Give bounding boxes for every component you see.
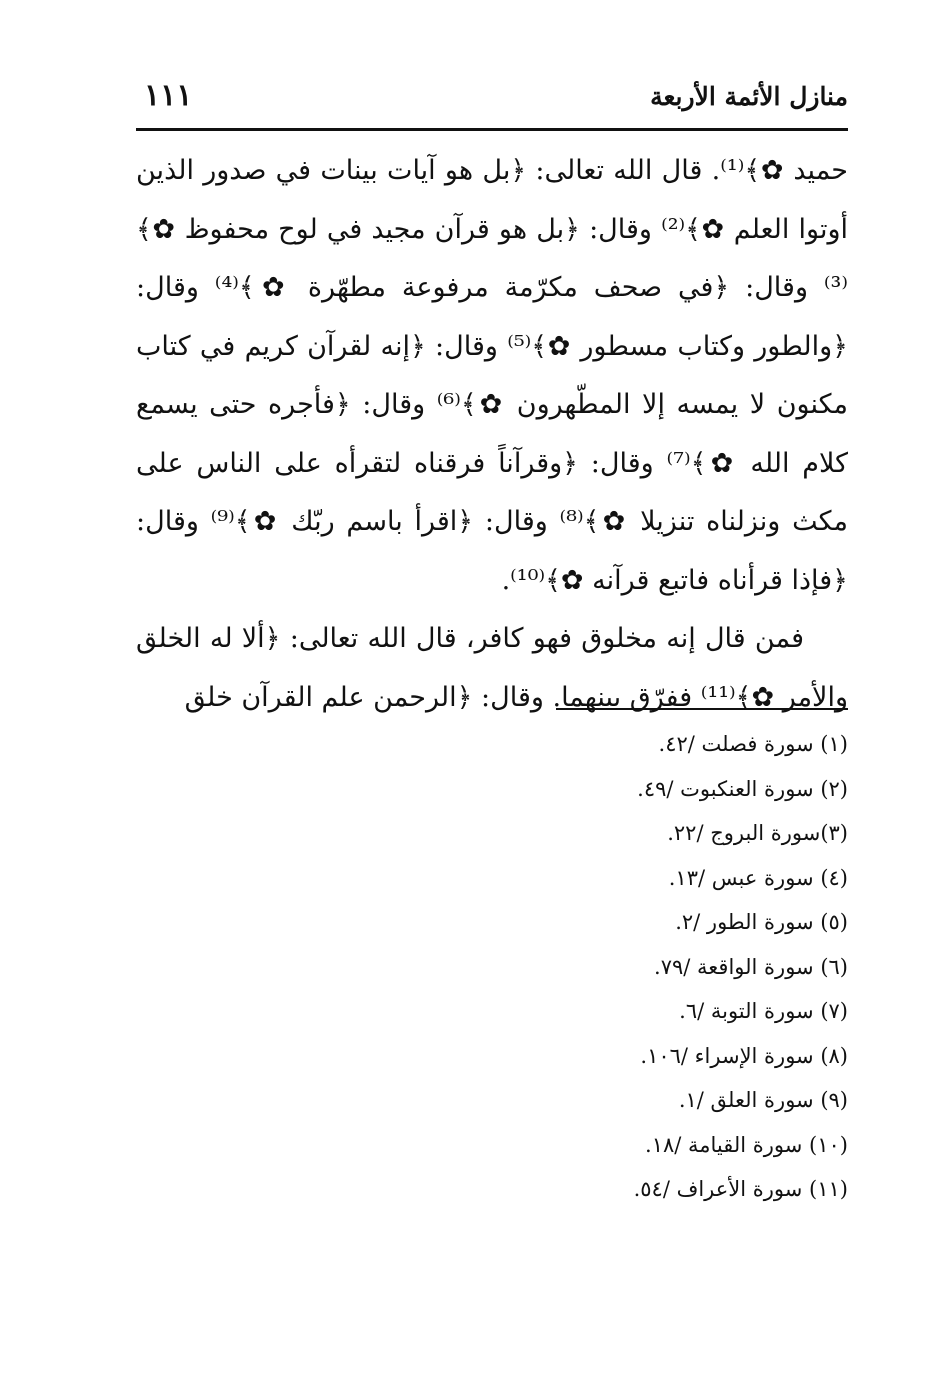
paragraph: فمن قال إنه مخلوق فهو كافر، قال الله تعالى: ﴿ألا له الخلق والأمر ✿﴾⁽¹¹⁾ ففرّق بينهما. وقال: ﴿الرحمن علم القرآن خلق <box>136 623 848 713</box>
page-number: ١١١ <box>144 78 193 113</box>
footnote-separator <box>556 708 848 710</box>
footnote: (٨) سورة الإسراء /١٠٦. <box>640 1043 848 1068</box>
footnote: (٥) سورة الطور /٢. <box>675 910 848 934</box>
footnote: (٢) سورة العنكبوت /٤٩. <box>637 776 848 801</box>
running-title: منازل الأئمة الأربعة <box>650 82 848 111</box>
footnote: (٣)سورة البروج /٢٢. <box>667 821 848 845</box>
footnotes-list <box>448 722 848 1212</box>
header-rule <box>136 128 848 131</box>
footnote: (١٠) سورة القيامة /١٨. <box>645 1132 848 1157</box>
footnote: (١) سورة فصلت /٤٢. <box>658 732 848 756</box>
footnote: (٤) سورة عبس /١٣. <box>668 865 848 890</box>
main-text <box>136 142 848 727</box>
footnote: (٧) سورة التوبة /٦. <box>679 999 848 1023</box>
page-header <box>136 78 848 126</box>
paragraph: حميد ✿﴾⁽¹⁾. قال الله تعالى: ﴿بل هو آيات بينات في صدور الذين أوتوا العلم ✿﴾⁽²⁾ وقال: ﴿بل هو قرآن مجيد في لوح محفوظ ✿﴾⁽³⁾ وقال: ﴿في صحف مكرّمة مرفوعة مطهّرة ✿﴾⁽⁴⁾ وقال: ﴿والطور وكتاب مسطور ✿﴾⁽⁵⁾ وقال: ﴿إنه لقرآن كريم في كتاب مكنون لا يمسه إلا المطّهرون ✿﴾⁽⁶⁾ وقال: ﴿فأجره حتى يسمع كلام الله ✿﴾⁽⁷⁾ وقال: ﴿وقرآناً فرقناه لتقرأه على الناس على مكث ونزلناه تنزيلا ✿﴾⁽⁸⁾ وقال: ﴿اقرأ باسم ربّك ✿﴾⁽⁹⁾ وقال: ﴿فإذا قرأناه فاتبع قرآنه ✿﴾⁽¹⁰⁾. <box>136 155 849 596</box>
footnote: (١١) سورة الأعراف /٥٤. <box>633 1177 848 1201</box>
footnote: (٩) سورة العلق /١. <box>678 1088 848 1112</box>
footnote: (٦) سورة الواقعة /٧٩. <box>654 954 848 979</box>
